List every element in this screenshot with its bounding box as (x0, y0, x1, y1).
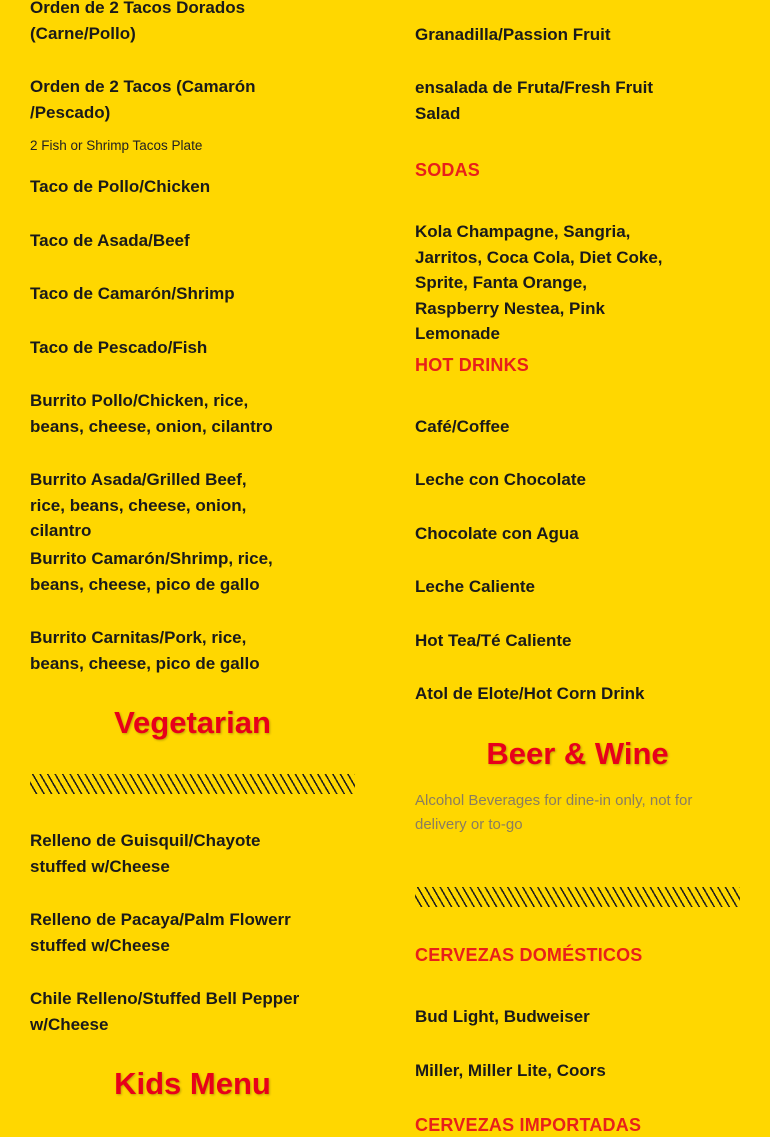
menu-item-chile-relleno: Chile Relleno/Stuffed Bell Pepper w/Cheese (30, 989, 300, 1034)
menu-item-tacos-camaron-pescado: Orden de 2 Tacos (Camarón /Pescado) (30, 77, 256, 122)
menu-item-burrito-asada: Burrito Asada/Grilled Beef, rice, beans, cheese, onion, cilantro (30, 470, 247, 540)
stripe-divider (415, 887, 740, 907)
menu-item-relleno-pacaya: Relleno de Pacaya/Palm Flowerr stuffed w/Cheese (30, 910, 291, 955)
menu-item-taco-pescado: Taco de Pescado/Fish (30, 338, 208, 357)
menu-item-chocolate-agua: Chocolate con Agua (415, 524, 579, 543)
vegetarian-heading: Vegetarian (114, 705, 271, 740)
menu-item-taco-asada: Taco de Asada/Beef (30, 231, 190, 250)
alcohol-notice: Alcohol Beverages for dine-in only, not for delivery or to-go (415, 792, 693, 833)
menu-item-relleno-guisquil: Relleno de Guisquil/Chayote stuffed w/Cheese (30, 831, 261, 876)
menu-item-note: 2 Fish or Shrimp Tacos Plate (30, 138, 203, 153)
menu-item-hot-tea: Hot Tea/Té Caliente (415, 631, 572, 650)
menu-item-cafe: Café/Coffee (415, 417, 510, 436)
menu-item-burrito-carnitas: Burrito Carnitas/Pork, rice, beans, cheese, pico de gallo (30, 628, 260, 673)
menu-item-leche-chocolate: Leche con Chocolate (415, 470, 586, 489)
menu-item-taco-pollo: Taco de Pollo/Chicken (30, 177, 211, 196)
hot-drinks-title: HOT DRINKS (415, 355, 529, 375)
menu-item-leche-caliente: Leche Caliente (415, 577, 535, 596)
menu-item-fruit-salad: ensalada de Fruta/Fresh Fruit Salad (415, 78, 654, 123)
menu-item-burrito-pollo: Burrito Pollo/Chicken, rice, beans, cheese, onion, cilantro (30, 391, 273, 436)
menu-item-tacos-dorados: Orden de 2 Tacos Dorados (Carne/Pollo) (30, 0, 246, 43)
menu-item-atol-elote: Atol de Elote/Hot Corn Drink (415, 684, 645, 703)
beer-wine-heading: Beer & Wine (486, 736, 669, 771)
menu-item-granadilla: Granadilla/Passion Fruit (415, 25, 611, 44)
imported-beer-title: CERVEZAS IMPORTADAS (415, 1115, 642, 1135)
domestic-beer-title: CERVEZAS DOMÉSTICOS (415, 945, 643, 965)
menu-item-burrito-camaron: Burrito Camarón/Shrimp, rice, beans, cheese, pico de gallo (30, 549, 273, 594)
stripe-divider (30, 774, 355, 794)
menu-item-miller-coors: Miller, Miller Lite, Coors (415, 1061, 606, 1080)
kids-menu-heading: Kids Menu (114, 1066, 271, 1101)
menu-item-sodas-list: Kola Champagne, Sangria, Jarritos, Coca Cola, Diet Coke, Sprite, Fanta Orange, Raspberry Nestea, Pink Lemonade (415, 222, 663, 343)
sodas-title: SODAS (415, 160, 481, 180)
menu-item-bud-light: Bud Light, Budweiser (415, 1007, 590, 1026)
menu-item-taco-camaron: Taco de Camarón/Shrimp (30, 284, 235, 303)
